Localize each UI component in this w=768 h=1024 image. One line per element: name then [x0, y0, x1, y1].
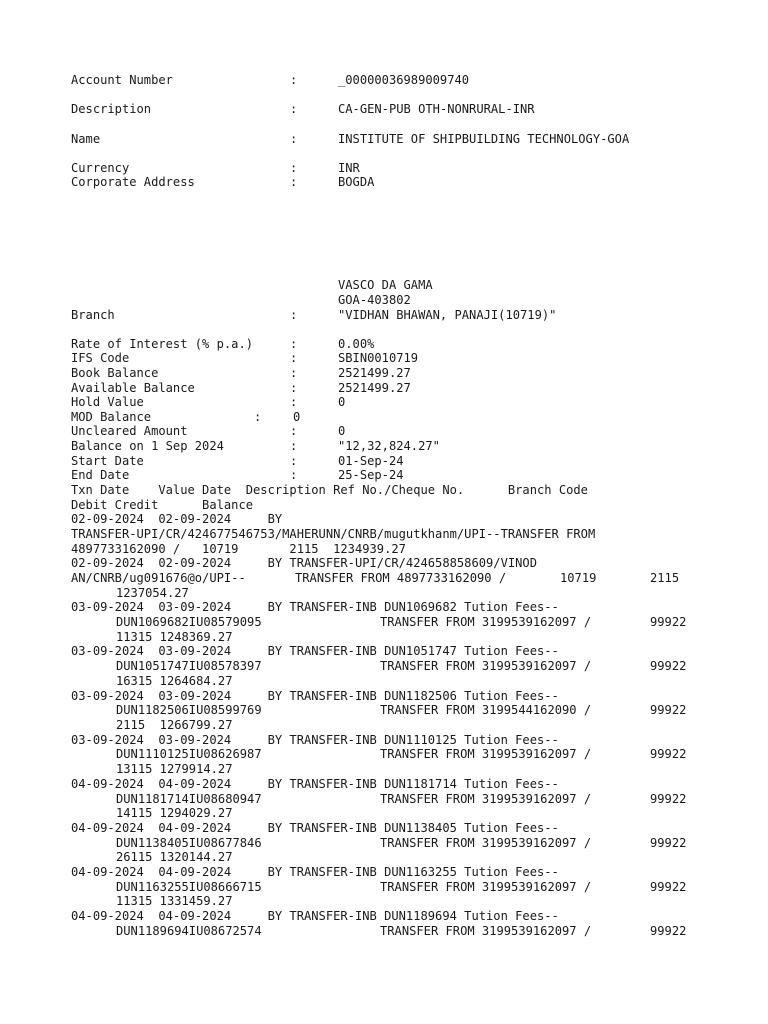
txn-line: TRANSFER-UPI/CR/424677546753/MAHERUNN/CNRB/mugutkhanm/UPI--TRANSFER FROM — [71, 527, 596, 541]
txn-line: AN/CNRB/ug091676@o/UPI-- — [71, 571, 246, 585]
detail-label: End Date — [71, 468, 130, 482]
txn-line: TRANSFER FROM 3199539162097 / — [380, 747, 592, 761]
txn-ref: DUN1069682IU08579095 — [116, 615, 262, 629]
detail-value: 0 — [338, 424, 346, 438]
address-line-3: GOA-403802 — [338, 293, 411, 307]
txn-line: 04-09-2024 04-09-2024 BY TRANSFER-INB DUN1181714 Tution Fees-- — [71, 777, 559, 791]
txn-line: TRANSFER FROM 3199539162097 / — [380, 659, 592, 673]
txn-amount: 2115 — [650, 571, 680, 585]
txn-branch-code: 10719 — [560, 571, 597, 585]
detail-sep: : — [254, 410, 262, 424]
detail-label: Available Balance — [71, 381, 195, 395]
branch-label: Branch — [71, 308, 115, 322]
txn-line: 03-09-2024 03-09-2024 BY TRANSFER-INB DUN1110125 Tution Fees-- — [71, 733, 559, 747]
corporate-address-sep: : — [290, 175, 298, 189]
txn-ref: DUN1051747IU08578397 — [116, 659, 262, 673]
branch-sep: : — [290, 308, 298, 322]
detail-value: SBIN0010719 — [338, 351, 419, 365]
txn-line: TRANSFER FROM 3199539162097 / — [380, 924, 592, 938]
txn-line: 4897733162090 / 10719 2115 1234939.27 — [71, 542, 406, 556]
txn-line: TRANSFER FROM 3199539162097 / — [380, 615, 592, 629]
txn-line: 02-09-2024 02-09-2024 BY TRANSFER-UPI/CR/424658858609/VINOD — [71, 556, 537, 570]
detail-value: 2521499.27 — [338, 381, 411, 395]
detail-sep: : — [290, 395, 298, 409]
detail-value: 01-Sep-24 — [338, 454, 404, 468]
name-value: INSTITUTE OF SHIPBUILDING TECHNOLOGY-GOA — [338, 132, 630, 146]
detail-value: 0 — [338, 395, 346, 409]
txn-line: TRANSFER FROM 3199539162097 / — [380, 836, 592, 850]
detail-label: Rate of Interest (% p.a.) — [71, 337, 254, 351]
txn-branch-code: 99922 — [650, 615, 687, 629]
detail-sep: : — [290, 337, 298, 351]
table-header-line-2: Debit Credit Balance — [71, 498, 254, 512]
detail-label: Book Balance — [71, 366, 159, 380]
txn-line: 04-09-2024 04-09-2024 BY TRANSFER-INB DUN1189694 Tution Fees-- — [71, 909, 559, 923]
txn-line: 03-09-2024 03-09-2024 BY TRANSFER-INB DUN1069682 Tution Fees-- — [71, 600, 559, 614]
detail-sep: : — [290, 366, 298, 380]
txn-line: 03-09-2024 03-09-2024 BY TRANSFER-INB DUN1182506 Tution Fees-- — [71, 689, 559, 703]
txn-branch-code: 99922 — [650, 880, 687, 894]
corporate-address-value: BOGDA — [338, 175, 375, 189]
txn-branch-code: 99922 — [650, 792, 687, 806]
txn-branch-code: 99922 — [650, 703, 687, 717]
txn-line: 14115 1294029.27 — [116, 806, 233, 820]
txn-line: 04-09-2024 04-09-2024 BY TRANSFER-INB DUN1163255 Tution Fees-- — [71, 865, 559, 879]
detail-label: Start Date — [71, 454, 144, 468]
name-sep: : — [290, 132, 298, 146]
txn-branch-code: 99922 — [650, 836, 687, 850]
account-number-sep: : — [290, 73, 298, 87]
detail-sep: : — [290, 424, 298, 438]
detail-value: "12,32,824.27" — [338, 439, 440, 453]
txn-line: 11315 1331459.27 — [116, 894, 233, 908]
txn-branch-code: 99922 — [650, 924, 687, 938]
currency-value: INR — [338, 161, 360, 175]
detail-sep: : — [290, 468, 298, 482]
detail-label: Uncleared Amount — [71, 424, 188, 438]
txn-line: TRANSFER FROM 3199544162090 / — [380, 703, 592, 717]
txn-branch-code: 99922 — [650, 747, 687, 761]
description-label: Description — [71, 102, 152, 116]
detail-value: 0 — [293, 410, 301, 424]
description-value: CA-GEN-PUB OTH-NONRURAL-INR — [338, 102, 535, 116]
corporate-address-label: Corporate Address — [71, 175, 195, 189]
txn-line: 02-09-2024 02-09-2024 BY — [71, 512, 283, 526]
txn-line: 16315 1264684.27 — [116, 674, 233, 688]
currency-sep: : — [290, 161, 298, 175]
txn-line: 1237054.27 — [116, 586, 189, 600]
txn-ref: DUN1181714IU08680947 — [116, 792, 262, 806]
detail-sep: : — [290, 351, 298, 365]
txn-line: 11315 1248369.27 — [116, 630, 233, 644]
txn-ref: DUN1163255IU08666715 — [116, 880, 262, 894]
txn-line: 13115 1279914.27 — [116, 762, 233, 776]
txn-line: 2115 1266799.27 — [116, 718, 233, 732]
detail-sep: : — [290, 381, 298, 395]
branch-value: "VIDHAN BHAWAN, PANAJI(10719)" — [338, 308, 557, 322]
txn-line: TRANSFER FROM 3199539162097 / — [380, 880, 592, 894]
account-number-value: _00000036989009740 — [338, 73, 470, 87]
txn-line: TRANSFER FROM 4897733162090 / — [295, 571, 507, 585]
description-sep: : — [290, 102, 298, 116]
detail-label: IFS Code — [71, 351, 130, 365]
txn-line: TRANSFER FROM 3199539162097 / — [380, 792, 592, 806]
detail-value: 0.00% — [338, 337, 375, 351]
txn-ref: DUN1138405IU08677846 — [116, 836, 262, 850]
currency-label: Currency — [71, 161, 130, 175]
detail-value: 2521499.27 — [338, 366, 411, 380]
detail-value: 25-Sep-24 — [338, 468, 404, 482]
detail-label: MOD Balance — [71, 410, 152, 424]
txn-branch-code: 99922 — [650, 659, 687, 673]
txn-line: 26115 1320144.27 — [116, 850, 233, 864]
txn-ref: DUN1189694IU08672574 — [116, 924, 262, 938]
table-header-line-1: Txn Date Value Date Description Ref No./Cheque No. Branch Code — [71, 483, 588, 497]
txn-line: 03-09-2024 03-09-2024 BY TRANSFER-INB DUN1051747 Tution Fees-- — [71, 644, 559, 658]
txn-ref: DUN1110125IU08626987 — [116, 747, 262, 761]
detail-label: Hold Value — [71, 395, 144, 409]
name-label: Name — [71, 132, 101, 146]
account-number-label: Account Number — [71, 73, 173, 87]
detail-sep: : — [290, 439, 298, 453]
detail-sep: : — [290, 454, 298, 468]
txn-line: 04-09-2024 04-09-2024 BY TRANSFER-INB DUN1138405 Tution Fees-- — [71, 821, 559, 835]
txn-ref: DUN1182506IU08599769 — [116, 703, 262, 717]
address-line-2: VASCO DA GAMA — [338, 278, 433, 292]
detail-label: Balance on 1 Sep 2024 — [71, 439, 224, 453]
